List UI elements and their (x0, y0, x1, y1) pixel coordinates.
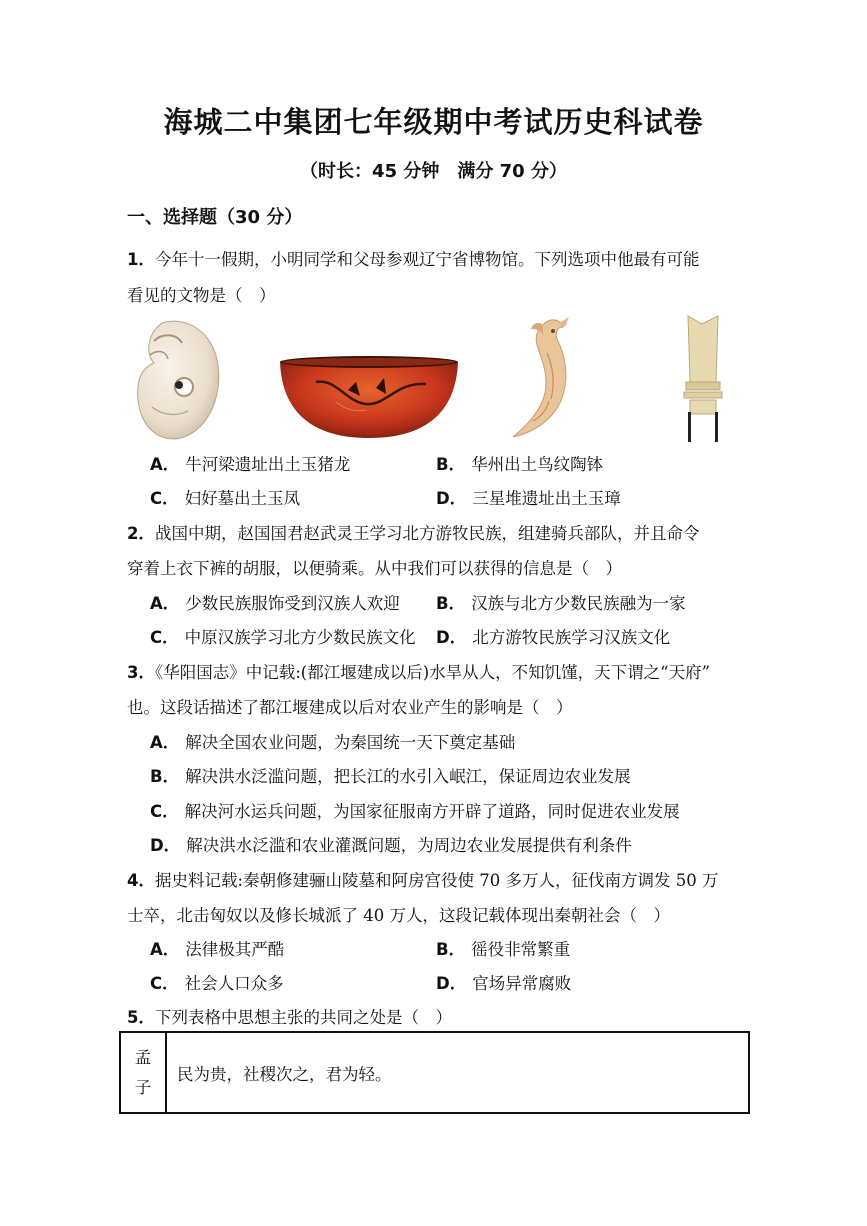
q3-option-d[interactable]: D． 解决洪水泛滥和农业灌溉问题，为周边农业发展提供有利条件 (150, 836, 632, 855)
section-heading: 一、选择题（30 分） (127, 207, 303, 228)
thinker-quote: 民为贵，社稷次之，君为轻。 (166, 1032, 749, 1113)
table-row (120, 1032, 749, 1113)
q5-number: 5． (127, 1008, 155, 1027)
q3-number: 3． (127, 663, 155, 682)
jade-zhang-image (680, 312, 726, 442)
q3-option-b[interactable]: B． 解决洪水泛滥问题，把长江的水引入岷江，保证周边农业发展 (150, 767, 631, 786)
q1-stem-line2: 看见的文物是（ ） (127, 286, 276, 305)
q2-option-b[interactable]: B． 汉族与北方少数民族融为一家 (436, 594, 686, 613)
q1-stem-line1 (127, 246, 699, 270)
q3-stem-line1: 3．《华阳国志》中记载:(都江堰建成以后)水旱从人，不知饥馑，天下谓之“天府” (127, 663, 711, 682)
q2-option-c[interactable]: C． 中原汉族学习北方少数民族文化 (150, 628, 416, 647)
q3-option-a[interactable]: A． 解决全国农业问题，为秦国统一天下奠定基础 (150, 733, 516, 752)
q4-option-a[interactable]: A． 法律极其严酷 (150, 940, 285, 959)
q4-stem-line2: 士卒，北击匈奴以及修长城派了 40 万人，这段记载体现出秦朝社会（ ） (127, 906, 670, 925)
q3-stem-line2: 也。这段话描述了都江堰建成以后对农业产生的影响是（ ） (127, 698, 573, 717)
q4-option-c[interactable]: C． 社会人口众多 (150, 974, 284, 993)
q3-option-c[interactable]: C． 解决河水运兵问题，为国家征服南方开辟了道路，同时促进农业发展 (150, 802, 680, 821)
q1-text-1: 今年十一假期，小明同学和父母参观辽宁省博物馆。下列选项中他最有可能 (154, 250, 700, 269)
exam-subtitle: （时长：45 分钟 满分 70 分） (300, 161, 567, 182)
q4-stem-line1: 4．据史料记载:秦朝修建骊山陵墓和阿房宫役使 70 多万人，征伐南方调发 50 万 (127, 871, 719, 890)
q2-number: 2． (127, 524, 155, 543)
jade-pig-dragon-image (132, 315, 224, 443)
q2-option-a[interactable]: A． 少数民族服饰受到汉族人欢迎 (150, 594, 400, 613)
exam-title: 海城二中集团七年级期中考试历史科试卷 (163, 105, 704, 139)
q2-stem-line2: 穿着上衣下裤的胡服，以便骑乘。从中我们可以获得的信息是（ ） (127, 559, 622, 578)
q1-option-a[interactable]: A． 牛河梁遗址出土玉猪龙 (150, 455, 351, 474)
q4-number: 4． (127, 871, 155, 890)
bird-pattern-pottery-bowl-image (276, 352, 462, 440)
thinker-name: 孟 子 (120, 1032, 166, 1113)
q5-table (119, 1031, 750, 1114)
q5-stem-line1: 5．下列表格中思想主张的共同之处是（ ） (127, 1008, 452, 1027)
q1-option-d[interactable]: D． 三星堆遗址出土玉璋 (436, 489, 621, 508)
q1-option-b[interactable]: B． 华州出土鸟纹陶钵 (436, 455, 604, 474)
jade-phoenix-image (503, 313, 593, 441)
q4-option-b[interactable]: B． 徭役非常繁重 (436, 940, 571, 959)
q2-option-d[interactable]: D． 北方游牧民族学习汉族文化 (436, 628, 671, 647)
q1-number: 1． (127, 250, 155, 269)
q4-option-d[interactable]: D． 官场异常腐败 (436, 974, 572, 993)
q2-stem-line1: 2．战国中期，赵国国君赵武灵王学习北方游牧民族，组建骑兵部队，并且命令 (127, 524, 700, 543)
q1-option-c[interactable]: C． 妇好墓出土玉凤 (150, 489, 301, 508)
